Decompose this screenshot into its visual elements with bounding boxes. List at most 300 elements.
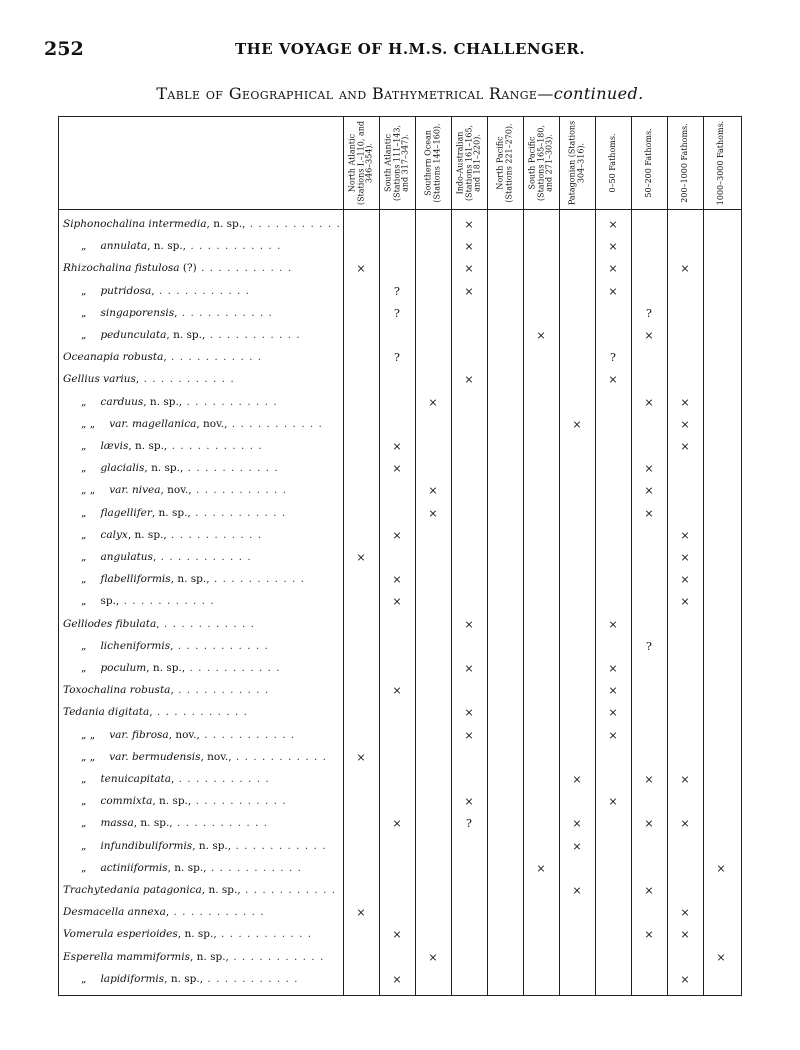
- present-mark: ×: [428, 950, 438, 964]
- leader-dots: . . . . . . . . . . .: [156, 551, 252, 563]
- present-mark: ×: [644, 506, 654, 520]
- table-header-row: [59, 117, 741, 209]
- leader-dots: . . . . . . . . . . .: [166, 528, 263, 541]
- present-mark: ×: [680, 262, 690, 276]
- present-mark: ×: [392, 928, 402, 942]
- table-row: [59, 925, 741, 947]
- leader-dots: . . . . . . . . . . .: [166, 351, 263, 364]
- present-mark: ×: [608, 795, 618, 809]
- leader-dots: . . . . . . . . . . .: [190, 506, 287, 519]
- species-name: Oceanapia robusta: [63, 351, 164, 364]
- species-suffix: ,: [165, 906, 170, 919]
- leader-dots: . . . . . . . . . . .: [227, 417, 323, 430]
- ditto-mark: „: [81, 972, 87, 985]
- table-row: [59, 459, 741, 481]
- column-header-label: South Pacific (Stations 165–180, and 271–303).: [527, 124, 554, 202]
- species-name-cell: [59, 262, 343, 280]
- column-divider: [451, 117, 452, 995]
- present-mark: ×: [608, 218, 618, 231]
- ditto-mark: „: [81, 795, 87, 808]
- species-name-cell: [59, 973, 361, 991]
- table-row: [59, 481, 741, 503]
- species-name-cell: [59, 285, 361, 303]
- present-mark: ×: [608, 373, 618, 387]
- ditto-mark: „: [81, 639, 87, 652]
- leader-dots: . . . . . . . . . . .: [167, 440, 263, 452]
- ditto-mark: „: [81, 284, 87, 297]
- species-suffix: , nov.,: [168, 728, 200, 741]
- table-title-suffix: —continued.: [537, 84, 644, 103]
- species-name: carduus: [100, 395, 144, 408]
- present-mark: ×: [392, 528, 402, 542]
- present-mark: ×: [644, 329, 654, 342]
- species-suffix: , n. sp.,: [133, 817, 173, 830]
- ditto-mark: „ „: [81, 417, 96, 430]
- species-suffix: , nov.,: [196, 417, 228, 430]
- table-row: [59, 881, 741, 903]
- present-mark: ×: [572, 839, 582, 853]
- present-mark: ×: [680, 417, 690, 431]
- species-suffix: ,: [149, 706, 153, 719]
- leader-dots: . . . . . . . . . . .: [119, 595, 215, 608]
- leader-dots: . . . . . . . . . . .: [173, 639, 269, 652]
- leader-dots: . . . . . . . . . . .: [169, 906, 265, 919]
- column-divider: [631, 117, 632, 995]
- column-divider: [559, 117, 560, 995]
- present-mark: ×: [644, 395, 654, 409]
- ditto-mark: „: [81, 329, 87, 341]
- column-header: [379, 117, 415, 209]
- present-mark: ×: [356, 551, 366, 564]
- present-mark: ×: [680, 551, 690, 564]
- species-suffix: ,: [163, 351, 167, 364]
- species-name-cell: [59, 551, 361, 569]
- species-name: infundibuliformis: [100, 839, 193, 852]
- leader-dots: . . . . . . . . . . .: [139, 373, 235, 386]
- present-mark: ×: [680, 773, 690, 786]
- species-suffix: , n. sp.,: [143, 395, 183, 408]
- species-suffix: ,: [151, 284, 155, 297]
- leader-dots: . . . . . . . . . . .: [174, 773, 270, 785]
- species-name: licheniformis: [100, 639, 171, 652]
- column-divider: [595, 117, 596, 995]
- present-mark: ×: [608, 706, 618, 720]
- leader-dots: . . . . . . . . . . .: [191, 484, 288, 497]
- species-suffix: ,: [174, 306, 178, 319]
- species-name-cell: [59, 529, 361, 547]
- column-header: [631, 117, 667, 209]
- table-row: [59, 415, 741, 437]
- species-name: flagellifer: [100, 506, 152, 519]
- present-mark: ×: [464, 218, 474, 231]
- species-name-cell: [59, 951, 343, 969]
- table-title-text: Table of Geographical and Bathymetrical Range: [156, 84, 538, 103]
- column-header: [559, 117, 595, 209]
- table-row: [59, 393, 741, 415]
- present-mark: ×: [572, 884, 582, 897]
- species-suffix: , n. sp.,: [189, 950, 229, 963]
- leader-dots: . . . . . . . . . . .: [231, 750, 328, 763]
- species-name-cell: [59, 418, 361, 436]
- present-mark: ×: [464, 662, 474, 675]
- table-row: [59, 748, 741, 770]
- leader-dots: . . . . . . . . . . .: [231, 839, 327, 852]
- leader-dots: . . . . . . . . . . .: [209, 573, 306, 586]
- leader-dots: . . . . . . . . . . .: [205, 329, 301, 341]
- table-row: [59, 282, 741, 304]
- present-mark: ×: [572, 417, 582, 431]
- ditto-mark: „: [81, 817, 87, 830]
- present-mark: ×: [716, 861, 726, 875]
- species-name-cell: [59, 329, 361, 347]
- present-mark: ×: [428, 506, 438, 520]
- present-mark: ×: [392, 573, 402, 587]
- species-name: var. nivea: [109, 484, 161, 497]
- table-title: [0, 84, 800, 103]
- species-suffix: , n. sp.,: [152, 795, 192, 808]
- species-name-cell: [59, 817, 361, 835]
- ditto-mark: „: [81, 395, 87, 408]
- present-mark: ×: [680, 395, 690, 409]
- page-number: 252: [44, 38, 84, 60]
- present-mark: ×: [356, 750, 366, 764]
- uncertain-mark: ?: [610, 351, 616, 365]
- column-header: [667, 117, 703, 209]
- ditto-mark: „: [81, 440, 87, 452]
- table-row: [59, 681, 741, 703]
- species-name: Gelliodes fibulata: [63, 617, 157, 630]
- table-row: [59, 792, 741, 814]
- present-mark: ×: [464, 373, 474, 387]
- species-suffix: , n. sp.,: [201, 884, 241, 896]
- present-mark: ×: [356, 262, 366, 276]
- species-name-cell: [59, 595, 361, 613]
- table-row: [59, 814, 741, 836]
- species-suffix: sp.,: [100, 595, 120, 608]
- table-row: [59, 659, 741, 681]
- species-suffix: , n. sp.,: [192, 839, 232, 852]
- table-row: [59, 837, 741, 859]
- present-mark: ×: [644, 773, 654, 786]
- present-mark: ×: [464, 795, 474, 809]
- column-header: [415, 117, 451, 209]
- present-mark: ×: [680, 972, 690, 986]
- column-divider: [415, 117, 416, 995]
- present-mark: ×: [392, 817, 402, 831]
- ditto-mark: „: [81, 551, 87, 563]
- table-row: [59, 504, 741, 526]
- table-row: [59, 615, 741, 637]
- species-suffix: ,: [135, 373, 140, 386]
- species-name-cell: [59, 484, 361, 502]
- uncertain-mark: ?: [394, 351, 400, 365]
- ditto-mark: „ „: [81, 728, 96, 741]
- species-name-cell: [59, 684, 343, 702]
- leader-dots: . . . . . . . . . . .: [240, 884, 337, 896]
- column-header-label: 200–1000 Fathoms.: [679, 123, 689, 203]
- species-suffix: (?): [179, 262, 197, 275]
- species-name-cell: [59, 840, 361, 858]
- column-divider: [523, 117, 524, 995]
- leader-dots: . . . . . . . . . . .: [185, 662, 281, 674]
- table-row: [59, 259, 741, 281]
- column-header-label: South Atlantic (Stations 111–143, and 317–347).: [383, 124, 410, 202]
- column-divider: [667, 117, 668, 995]
- column-divider: [703, 117, 704, 995]
- species-name: Trachytedania patagonica: [63, 884, 202, 896]
- present-mark: ×: [428, 484, 438, 498]
- table-row: [59, 637, 741, 659]
- table-row: [59, 903, 741, 925]
- present-mark: ×: [464, 728, 474, 742]
- species-name: Rhizochalina fistulosa: [63, 262, 180, 275]
- present-mark: ×: [392, 440, 402, 453]
- table-row: [59, 948, 741, 970]
- table-row: [59, 348, 741, 370]
- present-mark: ×: [680, 928, 690, 942]
- leader-dots: . . . . . . . . . . .: [152, 706, 249, 719]
- species-suffix: ,: [170, 639, 174, 652]
- ditto-mark: „: [81, 595, 87, 608]
- species-suffix: ,: [152, 551, 157, 563]
- leader-dots: . . . . . . . . . . .: [172, 817, 269, 830]
- ditto-mark: „: [81, 306, 87, 319]
- species-name: singaporensis: [100, 306, 175, 319]
- ditto-mark: „ „: [81, 750, 96, 763]
- column-header: [523, 117, 559, 209]
- species-name-cell: [59, 462, 361, 480]
- running-title: THE VOYAGE OF H.M.S. CHALLENGER.: [234, 40, 586, 58]
- present-mark: ×: [608, 284, 618, 298]
- present-mark: ×: [464, 262, 474, 276]
- present-mark: ×: [392, 595, 402, 609]
- ditto-mark: „: [81, 506, 87, 519]
- present-mark: ×: [392, 462, 402, 476]
- table-row: [59, 859, 741, 881]
- species-suffix: , n. sp.,: [127, 528, 167, 541]
- species-name: pedunculata: [100, 329, 167, 341]
- species-name-cell: [59, 618, 343, 636]
- column-header: [451, 117, 487, 209]
- present-mark: ×: [680, 906, 690, 920]
- present-mark: ×: [608, 240, 618, 254]
- species-suffix: , n. sp.,: [144, 462, 184, 475]
- species-suffix: , n. sp.,: [167, 861, 207, 874]
- species-name: commixta: [100, 795, 153, 808]
- table-row: [59, 548, 741, 570]
- species-suffix: ,: [156, 617, 160, 630]
- uncertain-mark: ?: [466, 817, 472, 831]
- uncertain-mark: ?: [394, 284, 400, 298]
- present-mark: ×: [608, 262, 618, 276]
- species-name: Gellius varius: [63, 373, 136, 386]
- species-name-cell: [59, 795, 361, 813]
- present-mark: ×: [680, 595, 690, 609]
- species-name: annulata: [100, 240, 148, 253]
- present-mark: ×: [572, 773, 582, 786]
- column-divider: [487, 117, 488, 995]
- table-row: [59, 326, 741, 348]
- present-mark: ×: [356, 906, 366, 920]
- present-mark: ×: [680, 817, 690, 831]
- species-name: var. fibrosa: [109, 728, 169, 741]
- present-mark: ×: [644, 462, 654, 476]
- species-suffix: , n. sp.,: [147, 240, 187, 253]
- uncertain-mark: ?: [646, 306, 652, 320]
- present-mark: ×: [608, 662, 618, 675]
- species-suffix: , n. sp.,: [151, 506, 191, 519]
- species-name: Vomerula esperioides: [63, 928, 178, 941]
- present-mark: ×: [680, 528, 690, 542]
- species-name: glacialis: [100, 462, 145, 475]
- leader-dots: . . . . . . . . . . .: [245, 218, 341, 230]
- leader-dots: . . . . . . . . . . .: [228, 950, 325, 963]
- species-name: calyx: [100, 528, 128, 541]
- column-header-label: Indo-Australian (Stations 161–165, and 181–220).: [455, 124, 482, 202]
- present-mark: ×: [680, 573, 690, 587]
- leader-dots: . . . . . . . . . . .: [183, 462, 279, 475]
- present-mark: ×: [608, 617, 618, 631]
- species-name-cell: [59, 573, 361, 591]
- ditto-mark: „: [81, 240, 87, 253]
- column-divider: [343, 117, 344, 995]
- leader-dots: . . . . . . . . . . .: [177, 306, 273, 319]
- leader-dots: . . . . . . . . . . .: [159, 617, 256, 630]
- leader-dots: . . . . . . . . . . .: [186, 240, 282, 253]
- species-name-cell: [59, 884, 343, 902]
- present-mark: ×: [536, 329, 546, 342]
- present-mark: ×: [680, 440, 690, 453]
- species-suffix: , n. sp.,: [206, 218, 246, 230]
- leader-dots: . . . . . . . . . . .: [182, 395, 278, 408]
- table-row: [59, 770, 741, 792]
- species-name: Desmacella annexa: [63, 906, 166, 919]
- ditto-mark: „ „: [81, 484, 96, 497]
- species-name: Tedania digitata: [63, 706, 150, 719]
- species-name-cell: [59, 729, 361, 747]
- species-name-cell: [59, 373, 343, 391]
- column-header-label: North Pacific (Stations 221–270).: [495, 123, 513, 203]
- present-mark: ×: [536, 861, 546, 875]
- species-suffix: , n. sp.,: [170, 573, 210, 586]
- species-suffix: ,: [170, 684, 174, 697]
- table-row: [59, 570, 741, 592]
- species-suffix: , n. sp.,: [128, 440, 168, 452]
- column-header-label: 50–200 Fathoms.: [643, 128, 653, 198]
- range-table: [58, 116, 742, 996]
- table-row: [59, 592, 741, 614]
- present-mark: ×: [392, 972, 402, 986]
- species-suffix: , n. sp.,: [164, 972, 204, 985]
- present-mark: ×: [716, 950, 726, 964]
- leader-dots: . . . . . . . . . . .: [154, 284, 251, 297]
- present-mark: ×: [644, 884, 654, 897]
- present-mark: ×: [572, 817, 582, 831]
- species-name-cell: [59, 440, 361, 458]
- species-name-cell: [59, 507, 361, 525]
- species-name: massa: [100, 817, 134, 830]
- leader-dots: . . . . . . . . . . .: [216, 928, 313, 941]
- column-header-label: Patagonian (Stations 304–316).: [567, 120, 585, 206]
- species-name: angulatus: [100, 551, 153, 563]
- species-suffix: , n. sp.,: [166, 329, 206, 341]
- present-mark: ×: [464, 706, 474, 720]
- species-name-cell: [59, 773, 361, 791]
- species-suffix: , nov.,: [160, 484, 192, 497]
- table-row: [59, 370, 741, 392]
- table-row: [59, 437, 741, 459]
- species-name-cell: [59, 862, 361, 880]
- table-row: [59, 237, 741, 259]
- leader-dots: . . . . . . . . . . .: [196, 262, 293, 275]
- table-row: [59, 304, 741, 326]
- species-name: lævis: [100, 440, 129, 452]
- species-name-cell: [59, 218, 343, 236]
- species-name: tenuicapitata: [100, 773, 171, 785]
- ditto-mark: „: [81, 773, 87, 785]
- species-name-cell: [59, 396, 361, 414]
- column-header-label: Southern Ocean (Stations 144–160).: [423, 123, 441, 203]
- header-divider: [59, 209, 741, 210]
- species-name: var. bermudensis: [109, 750, 201, 763]
- present-mark: ×: [644, 484, 654, 498]
- leader-dots: . . . . . . . . . . .: [206, 861, 302, 874]
- species-name-cell: [59, 640, 361, 658]
- column-header: [595, 117, 631, 209]
- species-name: Siphonochalina intermedia: [63, 218, 207, 230]
- species-name: putridosa: [100, 284, 152, 297]
- species-name-cell: [59, 928, 343, 946]
- present-mark: ×: [644, 817, 654, 831]
- species-name-cell: [59, 240, 361, 258]
- column-header: [343, 117, 379, 209]
- column-header: [487, 117, 523, 209]
- uncertain-mark: ?: [646, 639, 652, 653]
- leader-dots: . . . . . . . . . . .: [203, 972, 299, 985]
- ditto-mark: „: [81, 528, 87, 541]
- species-name: var. magellanica: [109, 417, 197, 430]
- species-suffix: , n. sp.,: [177, 928, 217, 941]
- present-mark: ×: [608, 728, 618, 742]
- leader-dots: . . . . . . . . . . .: [173, 684, 270, 697]
- present-mark: ×: [428, 395, 438, 409]
- species-suffix: , nov.,: [200, 750, 232, 763]
- present-mark: ×: [644, 928, 654, 942]
- species-name-cell: [59, 307, 361, 325]
- species-name: lapidiformis: [100, 972, 165, 985]
- species-name: poculum: [100, 662, 147, 674]
- leader-dots: . . . . . . . . . . .: [199, 728, 296, 741]
- species-name-cell: [59, 662, 361, 680]
- ditto-mark: „: [81, 662, 87, 674]
- column-header: [703, 117, 739, 209]
- ditto-mark: „: [81, 462, 87, 475]
- ditto-mark: „: [81, 573, 87, 586]
- leader-dots: . . . . . . . . . . .: [191, 795, 287, 808]
- column-header-label: 0–50 Fathoms.: [607, 133, 617, 193]
- uncertain-mark: ?: [394, 306, 400, 320]
- table-row: [59, 726, 741, 748]
- species-name-cell: [59, 706, 343, 724]
- species-name-cell: [59, 351, 343, 369]
- ditto-mark: „: [81, 861, 87, 874]
- column-divider: [379, 117, 380, 995]
- present-mark: ×: [464, 240, 474, 254]
- ditto-mark: „: [81, 839, 87, 852]
- species-name: Esperella mammiformis: [63, 950, 190, 963]
- table-row: [59, 215, 741, 237]
- present-mark: ×: [392, 684, 402, 698]
